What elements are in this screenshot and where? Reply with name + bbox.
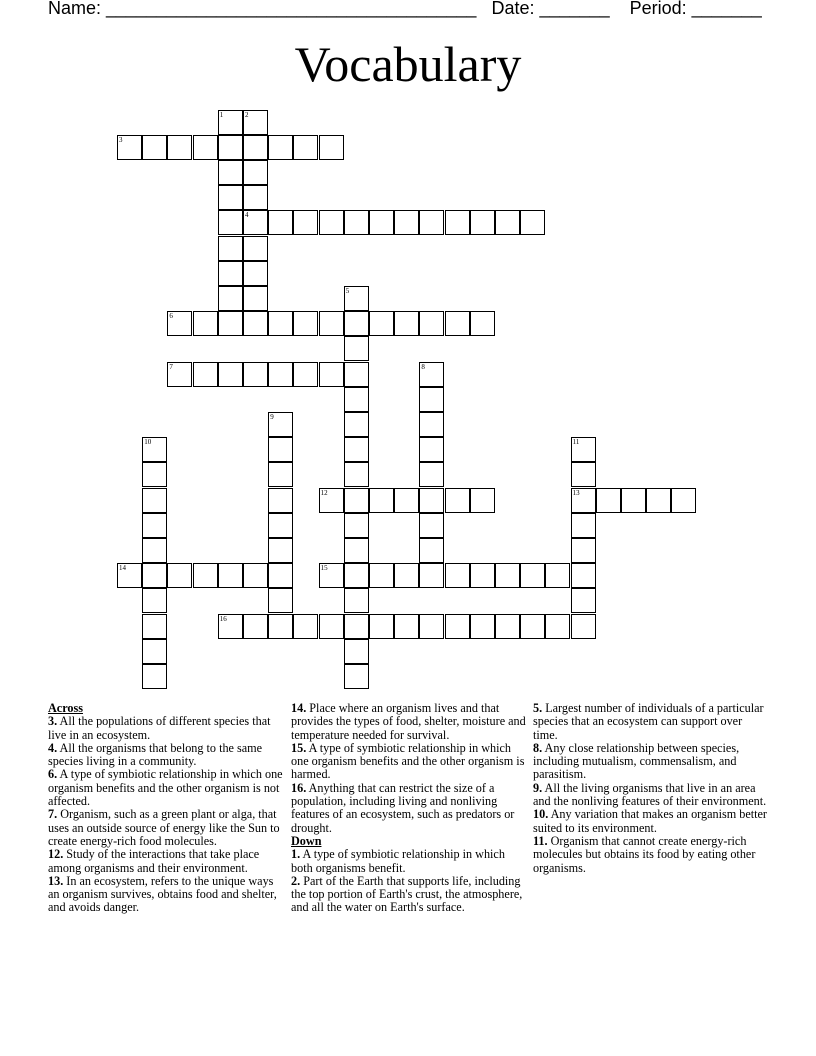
crossword-cell[interactable] bbox=[344, 336, 369, 361]
crossword-cell[interactable] bbox=[344, 563, 369, 588]
crossword-cell[interactable] bbox=[545, 563, 570, 588]
clue-across-14: 14. Place where an organism lives and that provides the types of food, shelter, moisture and temperature needed for survival. bbox=[291, 701, 526, 742]
crossword-cell[interactable] bbox=[344, 437, 369, 462]
clue-across-6: 6. A type of symbiotic relationship in which one organism benefits and the other organism is not affected. bbox=[48, 767, 283, 809]
clue-number: 15 bbox=[320, 564, 328, 573]
clue-down-1: 1. A type of symbiotic relationship in which both organisms benefit. bbox=[291, 847, 505, 875]
crossword-cell[interactable] bbox=[344, 614, 369, 639]
clue-down-2: 2. Part of the Earth that supports life, including the top portion of Earth's crust, the atmosphere, and all the water on Earth's surface. bbox=[291, 873, 523, 915]
crossword-cell[interactable] bbox=[167, 563, 192, 588]
crossword-cell[interactable] bbox=[419, 311, 444, 336]
crossword-cell[interactable] bbox=[319, 135, 344, 160]
date-label: Date: bbox=[491, 0, 535, 18]
crossword-cell[interactable] bbox=[167, 311, 192, 336]
crossword-cell[interactable] bbox=[445, 614, 470, 639]
crossword-cell[interactable] bbox=[445, 563, 470, 588]
crossword-cell[interactable] bbox=[419, 387, 444, 412]
crossword-cell[interactable] bbox=[142, 135, 167, 160]
crossword-cell[interactable] bbox=[142, 462, 167, 487]
crossword-cell[interactable] bbox=[495, 563, 520, 588]
crossword-cell[interactable] bbox=[545, 614, 570, 639]
crossword-cell[interactable] bbox=[445, 311, 470, 336]
crossword-cell[interactable] bbox=[293, 135, 318, 160]
clue-down-10: 10. Any variation that makes an organism better suited to its environment. bbox=[533, 807, 767, 835]
crossword-cell[interactable] bbox=[218, 135, 243, 160]
crossword-cell[interactable] bbox=[571, 563, 596, 588]
crossword-cell[interactable] bbox=[243, 563, 268, 588]
crossword-cell[interactable] bbox=[394, 488, 419, 513]
crossword-cell[interactable] bbox=[495, 614, 520, 639]
crossword-cell[interactable] bbox=[394, 311, 419, 336]
crossword-cell[interactable] bbox=[419, 488, 444, 513]
crossword-cell[interactable] bbox=[470, 563, 495, 588]
crossword-cell[interactable] bbox=[571, 614, 596, 639]
clue-down-5: 5. Largest number of individuals of a particular species that an ecosystem can support over time. bbox=[533, 701, 764, 742]
crossword-cell[interactable] bbox=[142, 614, 167, 639]
crossword-cell[interactable] bbox=[344, 538, 369, 563]
clue-number: 4 bbox=[245, 211, 249, 220]
clue-number: 1 bbox=[219, 110, 224, 119]
crossword-cell[interactable] bbox=[621, 488, 646, 513]
crossword-cell[interactable] bbox=[243, 286, 268, 311]
crossword-cell[interactable] bbox=[142, 588, 167, 613]
crossword-cell[interactable] bbox=[268, 210, 293, 235]
crossword-cell[interactable] bbox=[344, 513, 369, 538]
crossword-cell[interactable] bbox=[571, 513, 596, 538]
crossword-cell[interactable] bbox=[142, 488, 167, 513]
crossword-cell[interactable] bbox=[218, 563, 243, 588]
clues-column-2 bbox=[291, 702, 527, 915]
crossword-cell[interactable] bbox=[394, 614, 419, 639]
crossword-cell[interactable] bbox=[571, 538, 596, 563]
crossword-cell[interactable] bbox=[193, 563, 218, 588]
crossword-cell[interactable] bbox=[470, 488, 495, 513]
crossword-cell[interactable] bbox=[268, 135, 293, 160]
crossword-cell[interactable] bbox=[344, 286, 369, 311]
crossword-cell[interactable] bbox=[571, 488, 596, 513]
crossword-cell[interactable] bbox=[268, 311, 293, 336]
clue-number: 7 bbox=[169, 362, 173, 371]
crossword-cell[interactable] bbox=[117, 563, 142, 588]
crossword-cell[interactable] bbox=[520, 210, 545, 235]
crossword-cell[interactable] bbox=[369, 614, 394, 639]
crossword-cell[interactable] bbox=[419, 210, 444, 235]
crossword-cell[interactable] bbox=[470, 614, 495, 639]
crossword-cell[interactable] bbox=[243, 614, 268, 639]
crossword-cell[interactable] bbox=[193, 135, 218, 160]
crossword-cell[interactable] bbox=[470, 210, 495, 235]
crossword-cell[interactable] bbox=[445, 210, 470, 235]
crossword-cell[interactable] bbox=[344, 412, 369, 437]
crossword-cell[interactable] bbox=[319, 614, 344, 639]
crossword-cell[interactable] bbox=[268, 563, 293, 588]
crossword-cell[interactable] bbox=[671, 488, 696, 513]
crossword-cell[interactable] bbox=[419, 538, 444, 563]
crossword-cell[interactable] bbox=[268, 488, 293, 513]
crossword-cell[interactable] bbox=[268, 513, 293, 538]
crossword-cell[interactable] bbox=[369, 210, 394, 235]
date-blank[interactable]: _______ bbox=[539, 0, 610, 18]
crossword-cell[interactable] bbox=[268, 538, 293, 563]
clue-down-8: 8. Any close relationship between species, including mutualism, commensalism, and parasitism. bbox=[533, 740, 740, 782]
crossword-cell[interactable] bbox=[193, 311, 218, 336]
crossword-cell[interactable] bbox=[319, 210, 344, 235]
clue-number: 6 bbox=[169, 312, 173, 321]
crossword-cell[interactable] bbox=[218, 311, 243, 336]
clue-across-12: 12. Study of the interactions that take place among organisms and their environment. bbox=[48, 847, 260, 875]
clue-number: 11 bbox=[572, 438, 580, 447]
crossword-cell[interactable] bbox=[243, 210, 268, 235]
crossword-cell[interactable] bbox=[293, 210, 318, 235]
clue-down-11: 11. Organism that cannot create energy-rich molecules but obtains its food by eating other organisms. bbox=[533, 833, 756, 875]
crossword-cell[interactable] bbox=[142, 513, 167, 538]
crossword-cell[interactable] bbox=[394, 210, 419, 235]
crossword-cell[interactable] bbox=[218, 160, 243, 185]
crossword-cell[interactable] bbox=[218, 236, 243, 261]
crossword-cell[interactable] bbox=[369, 488, 394, 513]
crossword-cell[interactable] bbox=[369, 311, 394, 336]
crossword-cell[interactable] bbox=[268, 588, 293, 613]
crossword-cell[interactable] bbox=[344, 210, 369, 235]
crossword-cell[interactable] bbox=[344, 588, 369, 613]
name-label: Name: bbox=[48, 0, 102, 18]
crossword-cell[interactable] bbox=[571, 588, 596, 613]
crossword-cell[interactable] bbox=[419, 513, 444, 538]
crossword-cell[interactable] bbox=[419, 362, 444, 387]
crossword-cell[interactable] bbox=[344, 639, 369, 664]
name-blank[interactable]: _____________________________________ bbox=[106, 0, 477, 18]
crossword-cell[interactable] bbox=[419, 614, 444, 639]
clue-number: 13 bbox=[572, 488, 580, 497]
crossword-cell[interactable] bbox=[470, 311, 495, 336]
crossword-cell[interactable] bbox=[419, 412, 444, 437]
crossword-cell[interactable] bbox=[293, 311, 318, 336]
crossword-cell[interactable] bbox=[142, 664, 167, 689]
crossword-cell[interactable] bbox=[268, 412, 293, 437]
crossword-cell[interactable] bbox=[142, 639, 167, 664]
crossword-cell[interactable] bbox=[369, 563, 394, 588]
crossword-cell[interactable] bbox=[571, 437, 596, 462]
crossword-cell[interactable] bbox=[218, 110, 243, 135]
crossword-cell[interactable] bbox=[394, 563, 419, 588]
crossword-cell[interactable] bbox=[495, 210, 520, 235]
crossword-cell[interactable] bbox=[319, 362, 344, 387]
crossword-cell[interactable] bbox=[520, 563, 545, 588]
clue-across-16: 16. Anything that can restrict the size of a population, including living and nonliving features of an ecosystem, such as predators or drought. bbox=[291, 780, 515, 835]
clue-number: 16 bbox=[219, 614, 227, 623]
crossword-cell[interactable] bbox=[218, 261, 243, 286]
clue-across-4: 4. All the organisms that belong to the same species living in a community. bbox=[48, 740, 263, 769]
page-title: Vocabulary bbox=[294, 36, 522, 92]
crossword-cell[interactable] bbox=[218, 185, 243, 210]
crossword-cell[interactable] bbox=[319, 488, 344, 513]
crossword-cell[interactable] bbox=[646, 488, 671, 513]
crossword-cell[interactable] bbox=[344, 362, 369, 387]
crossword-cell[interactable] bbox=[167, 135, 192, 160]
clue-number: 10 bbox=[144, 438, 152, 447]
crossword-cell[interactable] bbox=[243, 135, 268, 160]
crossword-cell[interactable] bbox=[344, 387, 369, 412]
crossword-cell[interactable] bbox=[596, 488, 621, 513]
crossword-cell[interactable] bbox=[142, 437, 167, 462]
clue-number: 2 bbox=[245, 110, 249, 119]
crossword-cell[interactable] bbox=[419, 563, 444, 588]
crossword-cell[interactable] bbox=[268, 462, 293, 487]
clue-number: 12 bbox=[320, 488, 328, 497]
crossword-cell[interactable] bbox=[167, 362, 192, 387]
crossword-cell[interactable] bbox=[117, 135, 142, 160]
crossword-cell[interactable] bbox=[142, 563, 167, 588]
crossword-cell[interactable] bbox=[243, 362, 268, 387]
crossword-cell[interactable] bbox=[344, 488, 369, 513]
clue-number: 3 bbox=[119, 135, 123, 144]
clue-number: 9 bbox=[270, 412, 274, 421]
crossword-cell[interactable] bbox=[218, 614, 243, 639]
crossword-cell[interactable] bbox=[268, 437, 293, 462]
crossword-cell[interactable] bbox=[344, 311, 369, 336]
crossword-cell[interactable] bbox=[344, 462, 369, 487]
crossword-cell[interactable] bbox=[419, 462, 444, 487]
clue-across-15: 15. A type of symbiotic relationship in which one organism benefits and the other organism is harmed. bbox=[291, 740, 525, 782]
crossword-cell[interactable] bbox=[419, 437, 444, 462]
clue-number: 5 bbox=[345, 286, 350, 295]
crossword-cell[interactable] bbox=[218, 362, 243, 387]
crossword-cell[interactable] bbox=[243, 160, 268, 185]
clue-number: 14 bbox=[119, 564, 126, 573]
crossword-cell[interactable] bbox=[520, 614, 545, 639]
period-label: Period: bbox=[629, 0, 687, 18]
clue-down-9: 9. All the living organisms that live in an area and the nonliving features of their environment. bbox=[533, 780, 767, 809]
clue-number: 8 bbox=[421, 362, 425, 371]
crossword-cell[interactable] bbox=[268, 362, 293, 387]
crossword-cell[interactable] bbox=[218, 286, 243, 311]
clue-across-3: 3. All the populations of different species that live in an ecosystem. bbox=[48, 714, 271, 742]
crossword-cell[interactable] bbox=[193, 362, 218, 387]
crossword-cell[interactable] bbox=[293, 362, 318, 387]
crossword-cell[interactable] bbox=[293, 614, 318, 639]
crossword-cell[interactable] bbox=[243, 236, 268, 261]
clues-column-1 bbox=[48, 702, 284, 915]
crossword-cell[interactable] bbox=[243, 110, 268, 135]
clues-column-3 bbox=[533, 702, 769, 875]
crossword-cell[interactable] bbox=[218, 210, 243, 235]
crossword-cell[interactable] bbox=[243, 311, 268, 336]
down-heading: Down bbox=[291, 833, 322, 848]
crossword-cell[interactable] bbox=[243, 185, 268, 210]
clue-across-7: 7. Organism, such as a green plant or alga, that uses an outside source of energy like the Sun to create energy-rich food molecules. bbox=[48, 807, 280, 848]
crossword-cell[interactable] bbox=[268, 614, 293, 639]
crossword-cell[interactable] bbox=[243, 261, 268, 286]
crossword-cell[interactable] bbox=[319, 311, 344, 336]
across-heading: Across bbox=[48, 701, 83, 715]
crossword-cell[interactable] bbox=[445, 488, 470, 513]
crossword-cell[interactable] bbox=[142, 538, 167, 563]
crossword-cell[interactable] bbox=[571, 462, 596, 487]
crossword-cell[interactable] bbox=[344, 664, 369, 689]
clue-across-13: 13. In an ecosystem, refers to the unique ways an organism survives, obtains food and shelter, and avoids danger. bbox=[48, 873, 277, 915]
crossword-cell[interactable] bbox=[319, 563, 344, 588]
period-blank[interactable]: _______ bbox=[691, 0, 762, 18]
